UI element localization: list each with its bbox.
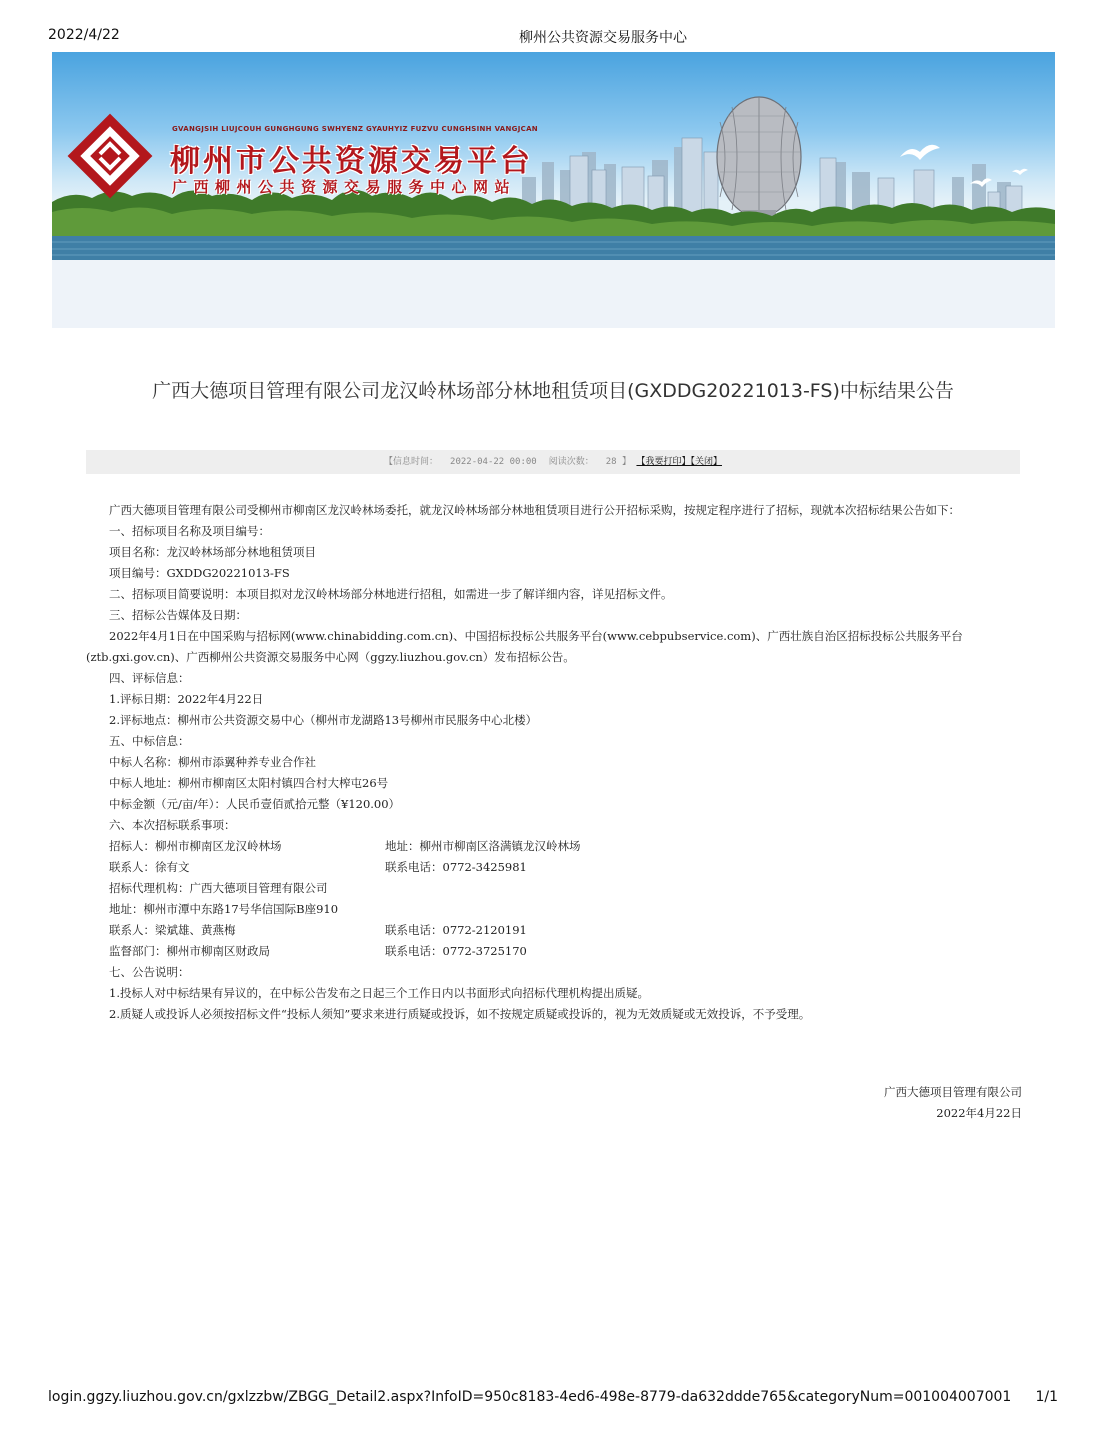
contact-row [86, 857, 1022, 878]
contact-left: 招标代理机构：广西大德项目管理有限公司 [109, 881, 328, 895]
section-3-heading: 三、招标公告媒体及日期： [109, 608, 247, 622]
notice-item-2: 2.质疑人或投诉人必须按招标文件“投标人须知”要求来进行质疑或投诉，如不按规定质疑或投诉的，视为无效质疑或无效投诉，不予受理。 [109, 1007, 811, 1021]
logo-pinyin: GVANGJSIH LIUJCOUH GUNGHGUNG SWHYENZ GYAUHYIZ FUZVU CUNGHSINH VANGJCAN [172, 125, 538, 133]
contact-row [86, 836, 1022, 857]
contact-left: 招标人：柳州市柳南区龙汉岭林场 [109, 839, 282, 853]
section-6-heading: 六、本次招标联系事项： [109, 818, 236, 832]
section-1-heading: 一、招标项目名称及项目编号： [109, 524, 270, 538]
contact-left: 联系人：徐有文 [109, 860, 190, 874]
close-link[interactable]: 【关闭】 [690, 457, 722, 467]
contact-right: 地址：柳州市柳南区洛满镇龙汉岭林场 [385, 839, 581, 853]
contact-row [86, 878, 1022, 899]
article-body [86, 500, 1022, 1025]
logo-subtitle: 广西柳州公共资源交易服务中心网站 [172, 178, 517, 196]
section-2: 二、招标项目简要说明：本项目拟对龙汉岭林场部分林地进行招租，如需进一步了解详细内容，详见招标文件。 [109, 587, 673, 601]
notice-item-1: 1.投标人对中标结果有异议的，在中标公告发布之日起三个工作日内以书面形式向招标代理机构提出质疑。 [109, 986, 649, 1000]
landmark-tower [717, 97, 801, 220]
info-time-label: 【信息时间： [384, 457, 439, 467]
contact-row [86, 899, 1022, 920]
contact-left: 监督部门：柳州市柳南区财政局 [109, 944, 270, 958]
print-header [0, 27, 1106, 47]
project-name: 项目名称：龙汉岭林场部分林地租赁项目 [109, 545, 316, 559]
page-title: 广西大德项目管理有限公司龙汉岭林场部分林地租赁项目(GXDDG20221013-FS)中标结果公告 [152, 380, 954, 402]
contact-left: 地址：柳州市潭中东路17号华信国际B座910 [109, 902, 339, 916]
river [52, 236, 1055, 260]
info-close-bracket: 】 [622, 457, 632, 467]
section-3-body: 2022年4月1日在中国采购与招标网(www.chinabidding.com.cn)、中国招标投标公共服务平台(www.cebpubservice.com)、广西壮族自治区招标投标公共服务平台(ztb.gxi.gov.cn)、广西柳州公共资源交易服务中心网（ggzy.liuzhou.gov.cn）发布招标公告。 [86, 629, 963, 664]
section-7-heading: 七、公告说明： [109, 965, 190, 979]
print-link[interactable]: 【我要打印】 [636, 457, 691, 467]
contact-right: 联系电话：0772-3725170 [385, 944, 527, 958]
info-views-value: 28 [605, 457, 617, 467]
contact-right: 联系电话：0772-2120191 [385, 923, 527, 937]
site-banner [52, 52, 1055, 260]
contact-right: 联系电话：0772-3425981 [385, 860, 527, 874]
print-url: login.ggzy.liuzhou.gov.cn/gxlzzbw/ZBGG_Detail2.aspx?InfoID=950c8183-4ed6-498e-8779-da632ddde765&categoryNum=001004007001 [48, 1389, 1012, 1405]
evaluation-place: 2.评标地点：柳州市公共资源交易中心（柳州市龙湖路13号柳州市民服务中心北楼） [109, 713, 538, 727]
print-page-number: 1/1 [1035, 1389, 1058, 1405]
nav-strip [52, 260, 1055, 328]
evaluation-date: 1.评标日期：2022年4月22日 [109, 692, 264, 706]
sign-company: 广西大德项目管理有限公司 [884, 1085, 1022, 1099]
info-time-value: 2022-04-22 00:00 [450, 457, 537, 467]
contact-left: 联系人：梁斌雄、黄燕梅 [109, 923, 236, 937]
sign-date: 2022年4月22日 [936, 1106, 1022, 1120]
winner-address: 中标人地址：柳州市柳南区太阳村镇四合村大榨屯26号 [109, 776, 389, 790]
project-code: 项目编号：GXDDG20221013-FS [109, 566, 290, 580]
info-bar [86, 450, 1020, 474]
print-date: 2022/4/22 [48, 27, 120, 43]
logo-title: 柳州市公共资源交易平台 [170, 144, 533, 179]
contact-row [86, 941, 1022, 962]
intro-paragraph: 广西大德项目管理有限公司受柳州市柳南区龙汉岭林场委托，就龙汉岭林场部分林地租赁项目进行公开招标采购，按规定程序进行了招标，现就本次招标结果公告如下： [109, 503, 960, 517]
section-5-heading: 五、中标信息： [109, 734, 190, 748]
info-views-label: 阅读次数： [548, 457, 594, 467]
section-4-heading: 四、评标信息： [109, 671, 190, 685]
print-site-title: 柳州公共资源交易服务中心 [519, 30, 687, 46]
winner-name: 中标人名称：柳州市添翼种养专业合作社 [109, 755, 316, 769]
contact-row [86, 920, 1022, 941]
winner-amount: 中标金额（元/亩/年）：人民币壹佰贰拾元整（¥120.00） [109, 797, 401, 811]
signoff [884, 1082, 1022, 1124]
logo-mark [68, 114, 153, 199]
